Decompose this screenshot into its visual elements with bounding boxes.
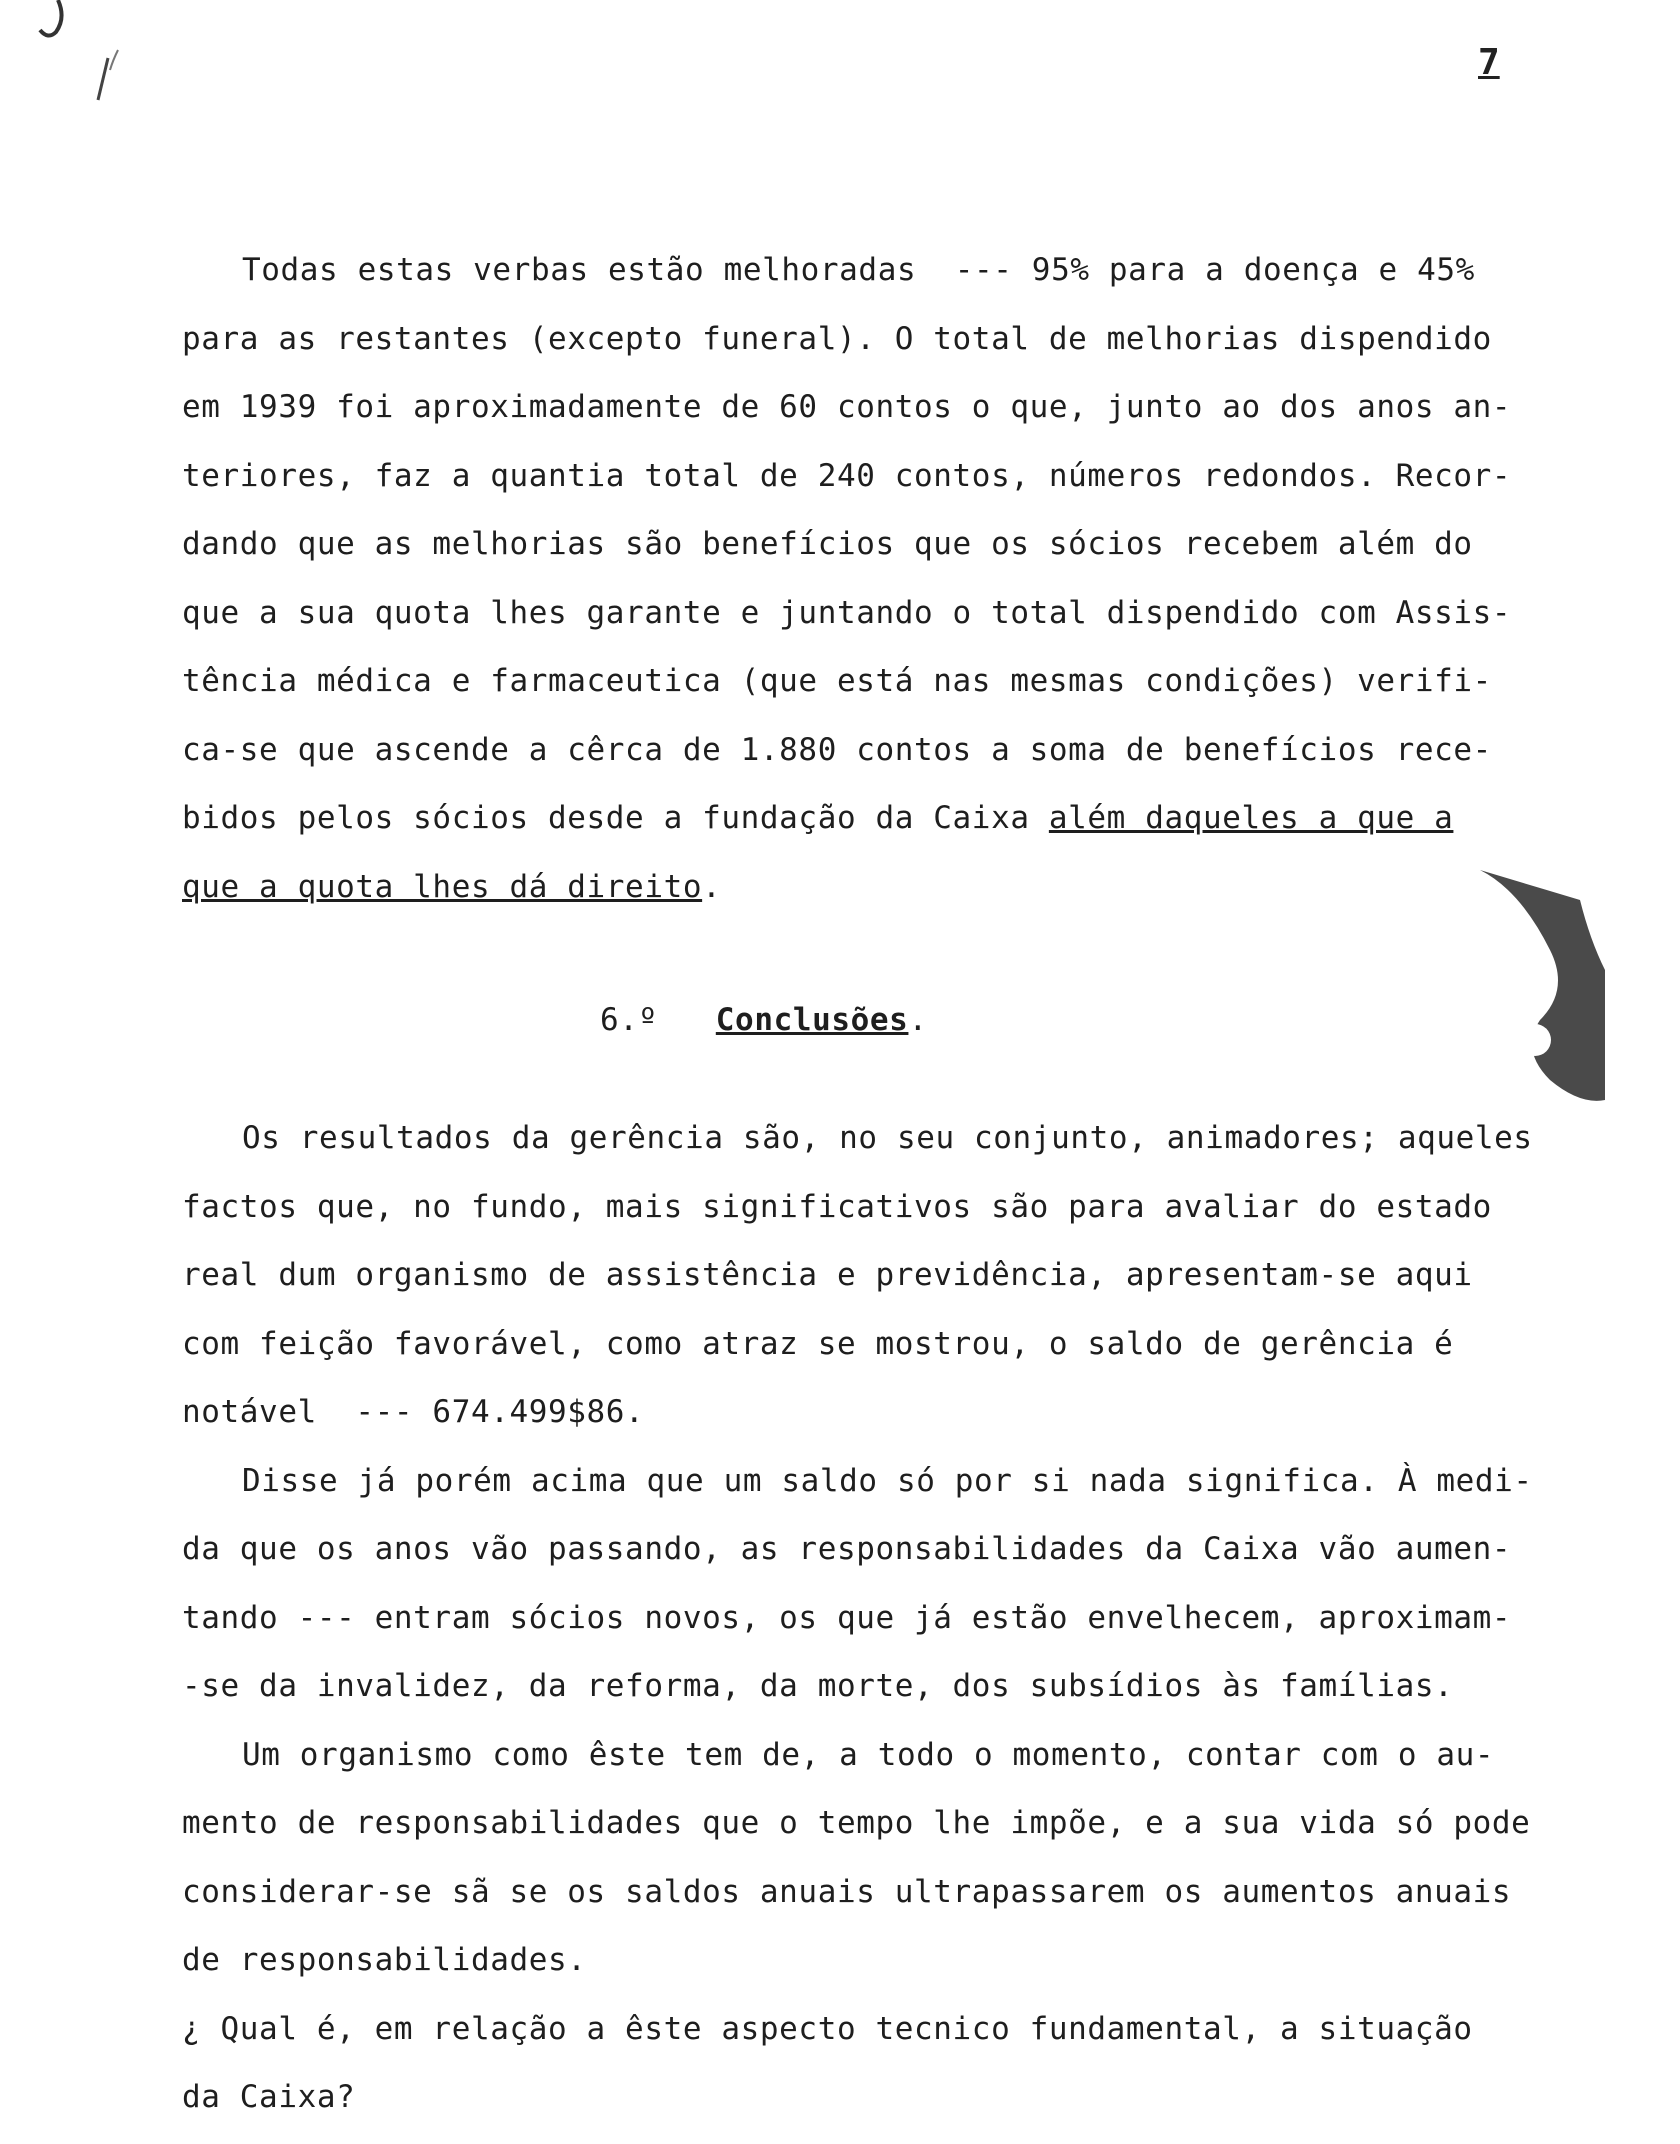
paragraph-melhorias	[182, 236, 1582, 921]
text-line-with-underline	[182, 784, 1582, 853]
text-line: da Caixa?	[182, 2079, 356, 2115]
text-line: ¿ Qual é, em relação a êste aspecto tecnico fundamental, a situação	[182, 2010, 1473, 2047]
text-line-underlined	[182, 853, 1582, 922]
text-line: teriores, faz a quantia total de 240 contos, números redondos. Recor-	[182, 457, 1512, 494]
text-line: em 1939 foi aproximadamente de 60 contos o que, junto ao dos anos an-	[182, 389, 1512, 425]
text-line: tando --- entram sócios novos, os que já estão envelhecem, aproximam-	[182, 1599, 1512, 1636]
text-line: de responsabilidades.	[182, 1942, 587, 1978]
section-heading	[600, 1002, 928, 1038]
text-line: considerar-se sã se os saldos anuais ultrapassarem os aumentos anuais	[182, 1873, 1512, 1910]
text-line: factos que, no fundo, mais significativos são para avaliar do estado	[182, 1188, 1492, 1225]
text-line: Disse já porém acima que um saldo só por si nada significa. À medi-	[242, 1462, 1533, 1499]
text-line: Um organismo como êste tem de, a todo o momento, contar com o au-	[242, 1736, 1495, 1773]
text-line: da que os anos vão passando, as responsabilidades da Caixa vão aumen-	[182, 1531, 1512, 1567]
text-line: ca-se que ascende a cêrca de 1.880 contos a soma de benefícios rece-	[182, 731, 1492, 768]
text-line: mento de responsabilidades que o tempo lhe impõe, e a sua vida só pode	[182, 1805, 1531, 1841]
section-number: 6.º	[600, 1002, 658, 1038]
text-line: com feição favorável, como atraz se mostrou, o saldo de gerência é	[182, 1325, 1454, 1362]
text-fragment: .	[702, 868, 722, 905]
text-line: que a sua quota lhes garante e juntando o total dispendido com Assis-	[182, 594, 1512, 631]
text-line: tência médica e farmaceutica (que está nas mesmas condições) verifi-	[182, 663, 1492, 699]
ink-mark-decoration	[18, 0, 128, 110]
text-line: real dum organismo de assistência e previdência, apresentam-se aqui	[182, 1257, 1473, 1293]
text-line: Os resultados da gerência são, no seu conjunto, animadores; aqueles	[242, 1120, 1533, 1156]
ink-stain-decoration	[1480, 870, 1605, 1110]
section-title-end: .	[908, 1002, 928, 1038]
underlined-phrase: além daqueles a que a	[1048, 800, 1454, 836]
text-fragment: bidos pelos sócios desde a fundação da Caixa	[182, 800, 1049, 836]
text-line: dando que as melhorias são benefícios que os sócios recebem além do	[182, 526, 1473, 562]
section-title: Conclusões	[715, 1002, 909, 1038]
text-line: notável --- 674.499$86.	[182, 1394, 645, 1430]
page-number: 7	[1478, 42, 1500, 83]
underlined-phrase: que a quota lhes dá direito	[182, 868, 703, 905]
text-line: -se da invalidez, da reforma, da morte, dos subsídios às famílias.	[182, 1668, 1454, 1704]
text-line: para as restantes (excepto funeral). O total de melhorias dispendido	[182, 320, 1492, 357]
text-line: Todas estas verbas estão melhoradas --- 95% para a doença e 45%	[242, 252, 1475, 288]
paragraph-resultados	[182, 1104, 1582, 2132]
